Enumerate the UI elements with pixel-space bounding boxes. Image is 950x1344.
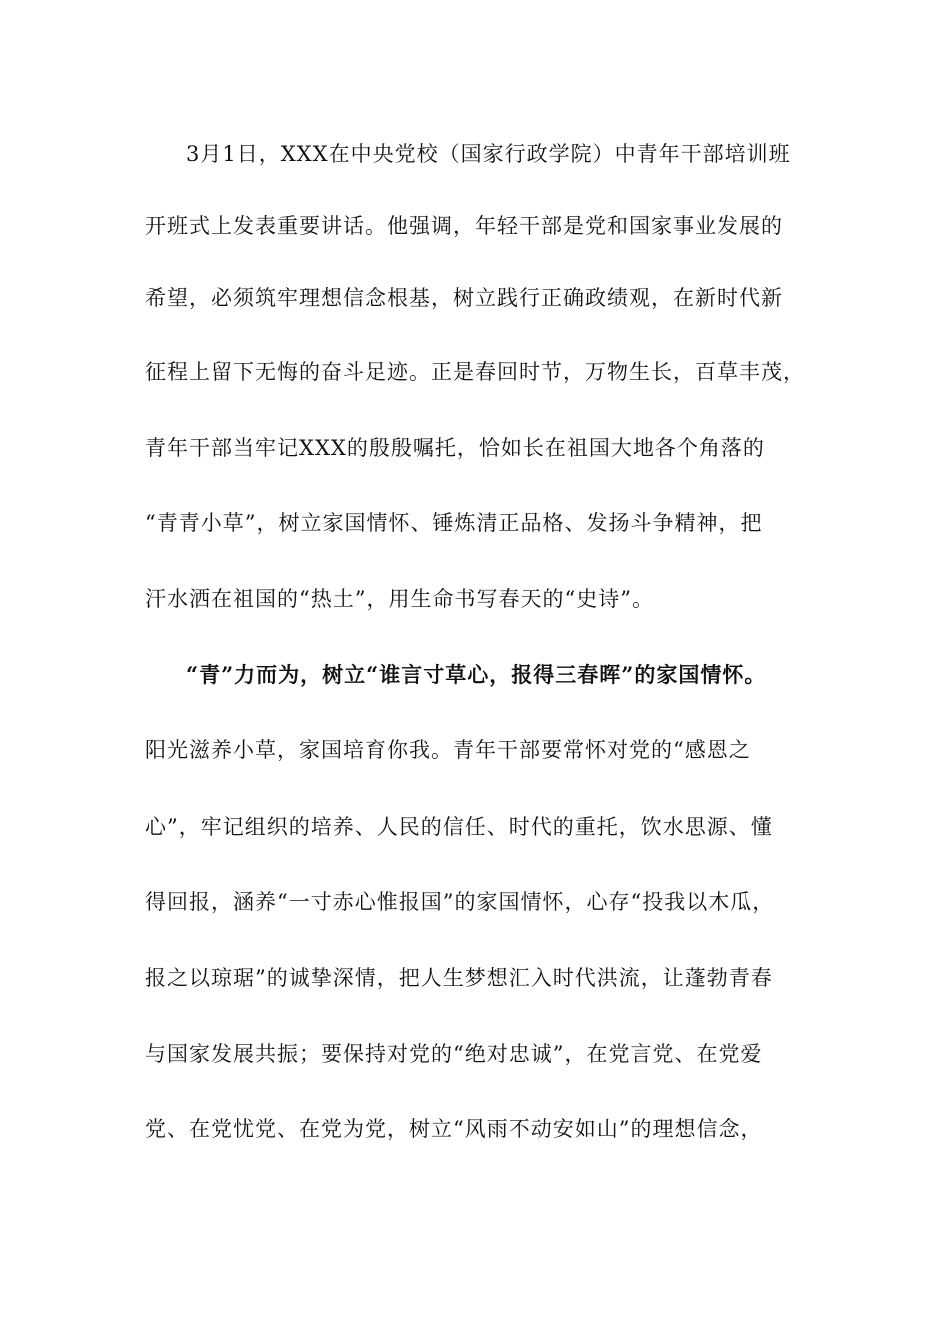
paragraph-1-line-5: 青年干部当牢记XXX的殷殷嘱托，恰如长在祖国大地各个角落的 (145, 436, 765, 460)
paragraph-2-line-2: 心”，牢记组织的培养、人民的信任、时代的重托，饮水思源、懂 (145, 815, 773, 839)
paragraph-2-line-6: 党、在党忧党、在党为党，树立“风雨不动安如山”的理想信念， (145, 1117, 763, 1141)
paragraph-2-line-3: 得回报，涵养“一寸赤心惟报国”的家国情怀，心存“投我以木瓜， (145, 890, 775, 914)
paragraph-1-line-3: 希望，必须筑牢理想信念根基，树立践行正确政绩观，在新时代新 (145, 286, 783, 310)
paragraph-2-line-5: 与国家发展共振；要保持对党的“绝对忠诚”，在党言党、在党爱 (145, 1042, 763, 1066)
paragraph-1-line-4: 征程上留下无悔的奋斗足迹。正是春回时节，万物生长，百草丰茂， (145, 360, 805, 384)
paragraph-1-line-7: 汗水洒在祖国的“热土”，用生命书写春天的“史诗”。 (145, 587, 654, 611)
paragraph-2-line-1: 阳光滋养小草，家国培育你我。青年干部要常怀对党的“感恩之 (145, 738, 751, 762)
paragraph-1-line-1: 3月1日，XXX在中央党校（国家行政学院）中青年干部培训班 (186, 142, 791, 166)
paragraph-1-line-6: “青青小草”，树立家国情怀、锤炼清正品格、发扬斗争精神，把 (145, 511, 763, 535)
paragraph-1-line-2: 开班式上发表重要讲话。他强调，年轻干部是党和国家事业发展的 (145, 214, 783, 238)
section-heading: “青”力而为，树立“谁言寸草心，报得三春晖”的家国情怀。 (186, 662, 767, 687)
paragraph-2-line-4: 报之以琼琚”的诚挚深情，把人生梦想汇入时代洪流，让蓬勃青春 (145, 966, 773, 990)
